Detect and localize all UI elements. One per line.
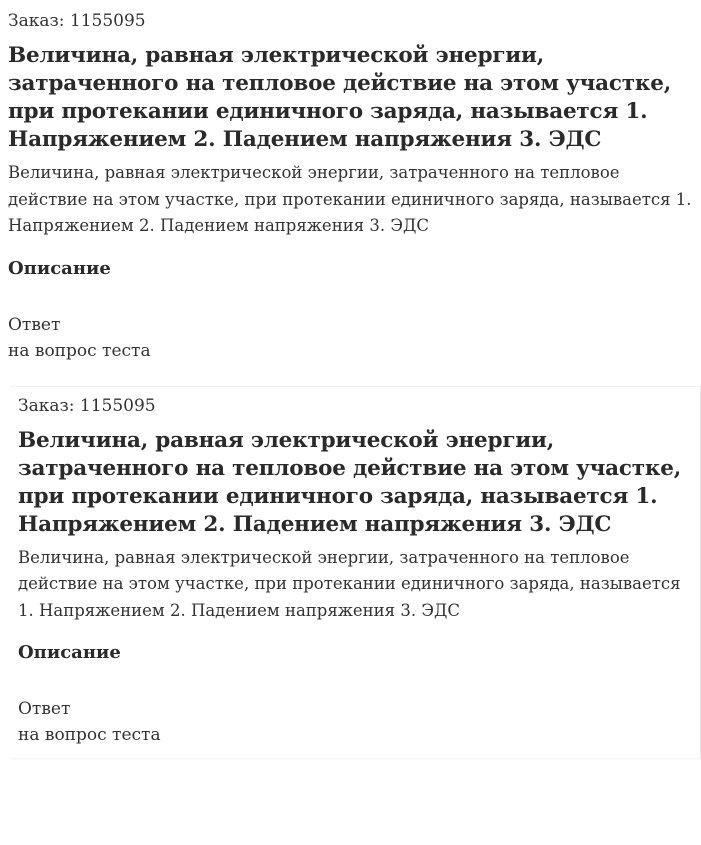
question-text: Величина, равная электрической энергии, затраченного на тепловое действие на этом участке, при протекании единичного заряда, называется 1. Напряжением 2. Падением напряжения 3. ЭДС [18, 547, 681, 620]
order-number: Заказ: 1155095 [18, 395, 156, 416]
order-number: Заказ: 1155095 [8, 11, 146, 31]
order-block-primary [8, 8, 693, 364]
description-heading: Описание [8, 257, 111, 279]
answer-label: Ответ [18, 699, 71, 719]
answer-subtitle: на вопрос теста [18, 725, 161, 745]
order-block-secondary [10, 386, 701, 759]
question-title: Величина, равная электрической энергии, затраченного на тепловое действие на этом участке, при протекании единичного заряда, называется 1. Напряжением 2. Падением напряжения 3. ЭДС [18, 427, 682, 537]
description-heading: Описание [18, 642, 121, 663]
question-text: Величина, равная электрической энергии, затраченного на тепловое действие на этом участке, при протекании единичного заряда, называется 1. Напряжением 2. Падением напряжения 3. ЭДС [8, 163, 692, 235]
answer-label: Ответ [8, 314, 61, 335]
answer-subtitle: на вопрос теста [8, 340, 151, 361]
question-title: Величина, равная электрической энергии, затраченного на тепловое действие на этом участке, при протекании единичного заряда, называется 1. Напряжением 2. Падением напряжения 3. ЭДС [8, 43, 672, 152]
